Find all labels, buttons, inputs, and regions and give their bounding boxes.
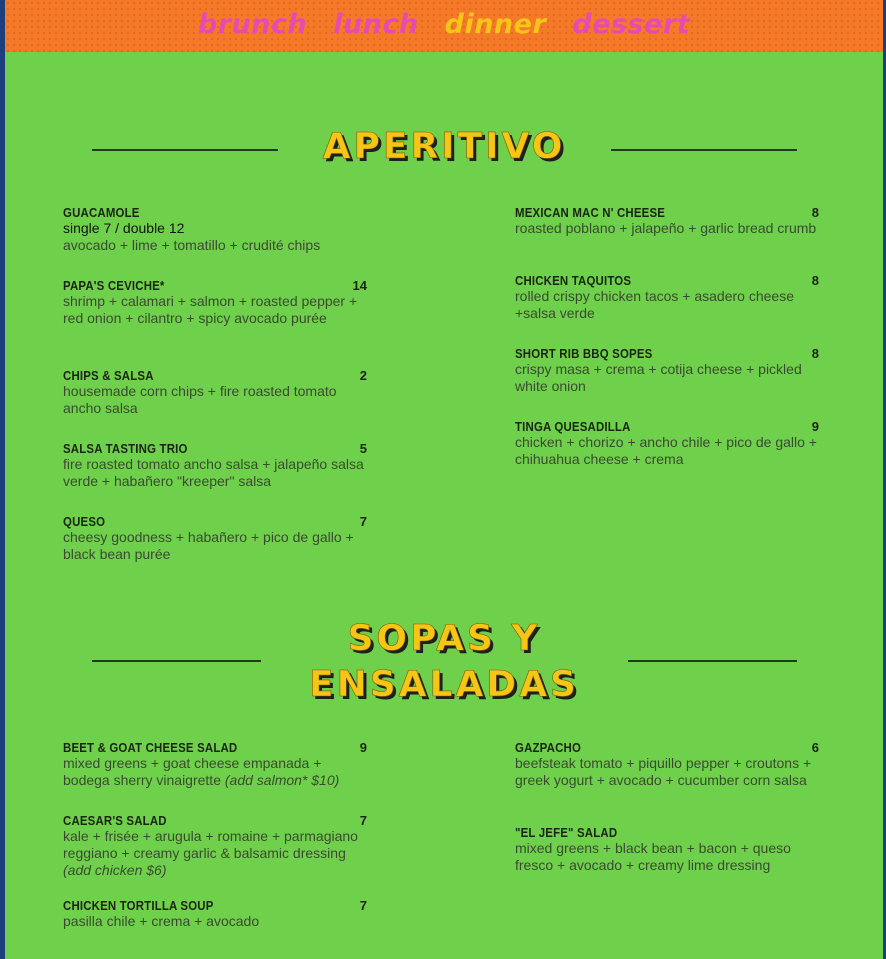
item-description (63, 755, 367, 789)
menu-item-beet-goat-cheese-salad (63, 740, 367, 789)
item-description: shrimp + calamari + salmon + roasted pepper + red onion + cilantro + spicy avocado purée (63, 293, 358, 326)
item-name: CHICKEN TORTILLA SOUP (63, 898, 214, 913)
item-description-text: mixed greens + goat cheese empanada + bodega sherry vinaigrette (63, 755, 322, 788)
item-description: rolled crispy chicken tacos + asadero cheese +salsa verde (515, 288, 794, 321)
item-description: beefsteak tomato + piquillo pepper + croutons + greek yogurt + avocado + cucumber corn salsa (515, 755, 812, 788)
item-price: 7 (359, 898, 367, 913)
menu-nav-bar (5, 0, 883, 52)
menu-item-chips-salsa (63, 368, 367, 417)
item-add-on-note: (add salmon* $10) (224, 772, 340, 788)
item-name: MEXICAN MAC N' CHEESE (515, 205, 666, 220)
item-description: cheesy goodness + habañero + pico de gallo + black bean purée (63, 529, 354, 562)
item-price: 2 (359, 368, 367, 383)
item-price: 7 (359, 514, 367, 529)
item-name: CHIPS & SALSA (63, 368, 154, 383)
menu-item-tinga-quesadilla (515, 419, 819, 468)
menu-item-guacamole (63, 205, 367, 254)
item-name: CAESAR'S SALAD (63, 813, 167, 828)
menu-item-chicken-taquitos (515, 273, 819, 322)
item-description-text: kale + frisée + arugula + romaine + parmagiano reggiano + creamy garlic & balsamic dressing (63, 828, 358, 861)
item-price: 9 (811, 419, 819, 434)
item-description (63, 828, 367, 879)
menu-item-mexican-mac-n-cheese (515, 205, 819, 237)
item-price: 7 (359, 813, 367, 828)
menu-panel (5, 52, 883, 959)
section-title-sopas-line1: SOPAS Y (347, 618, 541, 659)
item-add-on-note: (add chicken $6) (63, 862, 167, 878)
nav-link-dessert[interactable]: dessert (572, 8, 691, 40)
item-description: fire roasted tomato ancho salsa + jalapeño salsa verde + habañero "kreeper" salsa (63, 456, 364, 489)
item-description: crispy masa + crema + cotija cheese + pickled white onion (515, 361, 802, 394)
item-name: BEET & GOAT CHEESE SALAD (63, 740, 238, 755)
nav-link-dinner[interactable]: dinner (444, 8, 547, 40)
menu-item-gazpacho (515, 740, 819, 789)
item-description: mixed greens + black bean + bacon + queso fresco + avocado + creamy lime dressing (515, 840, 791, 873)
item-price: 8 (811, 205, 819, 220)
item-name: GAZPACHO (515, 740, 582, 755)
item-name: TINGA QUESADILLA (515, 419, 631, 434)
item-description: chicken + chorizo + ancho chile + pico de gallo + chihuahua cheese + crema (515, 434, 817, 467)
item-description: avocado + lime + tomatillo + crudité chips (63, 237, 321, 253)
item-name: "EL JEFE" SALAD (515, 825, 618, 840)
menu-item-queso (63, 514, 367, 563)
menu-item-caesars-salad (63, 813, 367, 879)
nav-link-lunch[interactable]: lunch (333, 8, 419, 40)
item-description: pasilla chile + crema + avocado (63, 913, 260, 929)
menu-item-el-jefe-salad (515, 825, 819, 874)
section-title-aperitivo: APERITIVO (322, 126, 566, 167)
item-price: 9 (359, 740, 367, 755)
item-name: PAPA'S CEVICHE* (63, 278, 165, 293)
item-description: roasted poblano + jalapeño + garlic bread crumb (515, 220, 817, 236)
item-description: housemade corn chips + fire roasted tomato ancho salsa (63, 383, 337, 416)
item-name: CHICKEN TAQUITOS (515, 273, 632, 288)
item-price: 5 (359, 441, 367, 456)
item-price: 6 (811, 740, 819, 755)
item-name: GUACAMOLE (63, 205, 140, 220)
menu-item-short-rib-bbq-sopes (515, 346, 819, 395)
menu-item-papas-ceviche (63, 278, 367, 327)
item-name: SALSA TASTING TRIO (63, 441, 188, 456)
menu-item-salsa-tasting-trio (63, 441, 367, 490)
nav-link-brunch[interactable]: brunch (197, 8, 308, 40)
item-price: 8 (811, 346, 819, 361)
item-size-options: single 7 / double 12 (63, 220, 185, 236)
section-title-sopas-line2: ENSALADAS (309, 664, 579, 705)
item-name: SHORT RIB BBQ SOPES (515, 346, 653, 361)
item-price: 14 (352, 278, 367, 293)
item-name: QUESO (63, 514, 106, 529)
menu-item-chicken-tortilla-soup (63, 898, 367, 930)
item-price: 8 (811, 273, 819, 288)
